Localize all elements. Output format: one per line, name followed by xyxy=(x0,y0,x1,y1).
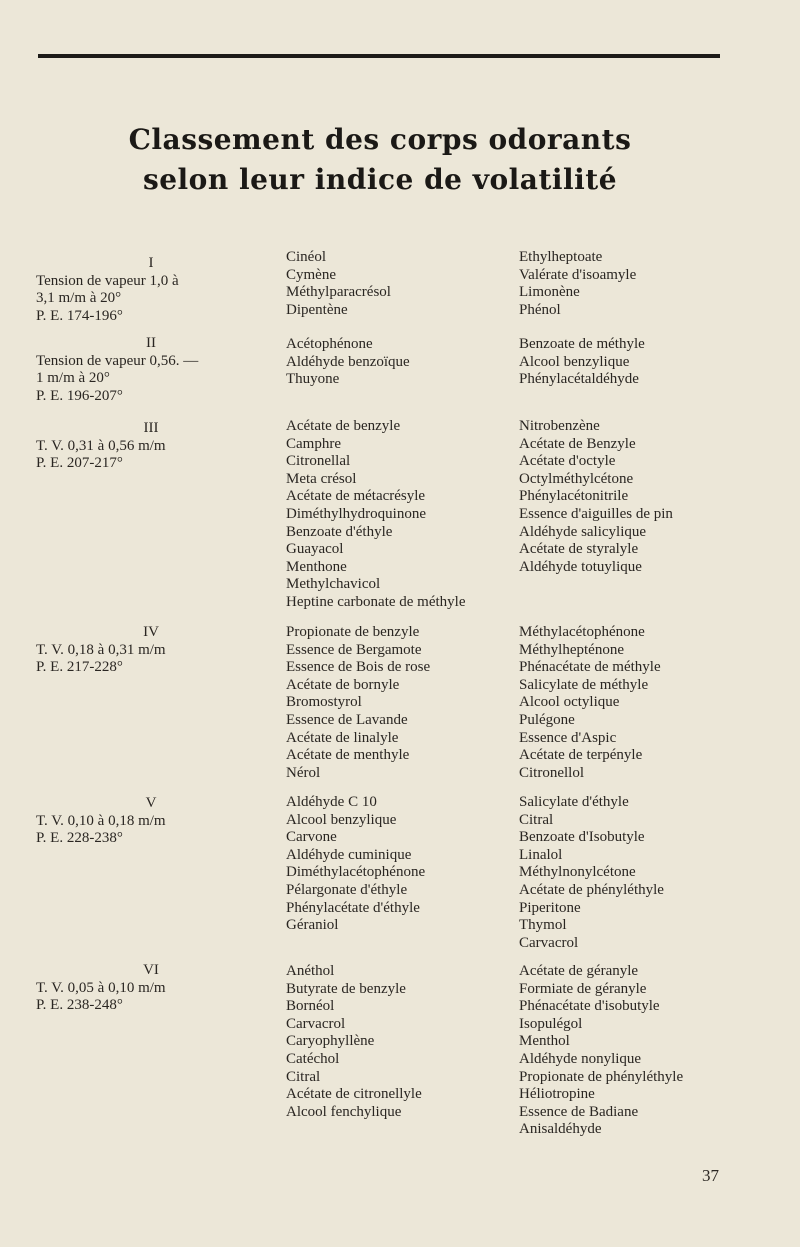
compound-name: Citronellol xyxy=(519,764,584,781)
group-info-line: P. E. 174-196° xyxy=(36,307,123,324)
compound-name: Cinéol xyxy=(286,249,326,265)
compound-name: Octylméthylcétone xyxy=(519,470,634,487)
title-line-2: selon leur indice de volatilité xyxy=(142,163,618,196)
compound-name: Salicylate d'éthyle xyxy=(519,794,629,810)
compound-name: Phénacétate d'isobutyle xyxy=(519,998,660,1015)
compound-name: Géraniol xyxy=(286,917,339,934)
group-info-line: Tension de vapeur 1,0 à xyxy=(36,272,179,289)
compound-name: Isopulégol xyxy=(519,1015,583,1032)
compound-name: Citronellal xyxy=(286,453,351,470)
group-numeral: IV xyxy=(143,624,159,640)
compound-name: Acétate de bornyle xyxy=(286,676,400,693)
compound-name: Guayacol xyxy=(286,541,344,558)
compound-list xyxy=(519,963,789,1139)
compound-list xyxy=(286,336,516,389)
compound-name: Aldéhyde cuminique xyxy=(286,846,412,863)
compound-name: Essence d'aiguilles de pin xyxy=(519,505,673,522)
compound-name: Diméthylhydroquinone xyxy=(286,505,426,522)
compound-name: Acétate de phényléthyle xyxy=(519,881,664,898)
compound-name: Méthylparacrésol xyxy=(286,284,391,301)
group-numeral: V xyxy=(145,795,157,811)
group-info xyxy=(36,255,266,325)
compound-name: Menthone xyxy=(286,558,347,575)
compound-name: Benzoate d'Isobutyle xyxy=(519,829,645,846)
compound-name: Anéthol xyxy=(286,963,335,979)
compound-name: Méthylhepténone xyxy=(519,641,624,658)
group-info-line: 3,1 m/m à 20° xyxy=(36,290,122,307)
compound-name: Citral xyxy=(519,811,554,828)
compound-name: Acétate de métacrésyle xyxy=(286,488,426,505)
compound-name: Camphre xyxy=(286,435,341,452)
compound-name: Formiate de géranyle xyxy=(519,980,647,997)
compound-name: Citral xyxy=(286,1068,321,1085)
group-numeral: VI xyxy=(143,962,159,978)
group-info xyxy=(36,962,266,1015)
compound-name: Acétate de menthyle xyxy=(286,747,410,764)
compound-name: Phénylacétaldéhyde xyxy=(519,371,639,388)
compound-name: Acétate de linalyle xyxy=(286,729,399,746)
compound-name: Acétate de terpényle xyxy=(519,747,643,764)
compound-name: Propionate de benzyle xyxy=(286,624,420,640)
compound-name: Méthylnonylcétone xyxy=(519,864,636,881)
compound-name: Alcool benzylique xyxy=(519,353,630,370)
compound-name: Alcool fenchylique xyxy=(286,1103,402,1120)
group-info-line: T. V. 0,31 à 0,56 m/m xyxy=(36,437,166,454)
compound-name: Valérate d'isoamyle xyxy=(519,266,637,283)
compound-name: Thymol xyxy=(519,917,567,934)
compound-name: Linalol xyxy=(519,846,563,863)
group-info xyxy=(36,420,266,473)
group-numeral: III xyxy=(143,420,159,436)
compound-name: Acétate de géranyle xyxy=(519,963,639,979)
compound-name: Thuyone xyxy=(286,371,340,388)
compound-name: Catéchol xyxy=(286,1050,340,1067)
compound-list xyxy=(286,249,516,319)
page-title xyxy=(0,120,760,200)
compound-name: Cymène xyxy=(286,266,336,283)
compound-name: Pélargonate d'éthyle xyxy=(286,881,408,898)
compound-name: Aldéhyde nonylique xyxy=(519,1050,642,1067)
group-info-line: P. E. 238-248° xyxy=(36,997,123,1014)
compound-name: Diméthylacétophénone xyxy=(286,864,426,881)
group-numeral: I xyxy=(148,255,154,271)
compound-name: Menthol xyxy=(519,1033,570,1050)
compound-name: Heptine carbonate de méthyle xyxy=(286,593,466,610)
compound-name: Essence de Bergamote xyxy=(286,641,422,658)
compound-name: Aldéhyde C 10 xyxy=(286,794,377,810)
compound-name: Aldéhyde salicylique xyxy=(519,523,647,540)
compound-name: Essence de Badiane xyxy=(519,1103,639,1120)
compound-list xyxy=(519,624,789,782)
compound-name: Méthylacétophénone xyxy=(519,624,645,640)
compound-list xyxy=(286,963,516,1121)
compound-name: Aldéhyde benzoïque xyxy=(286,353,410,370)
compound-name: Nitrobenzène xyxy=(519,418,600,434)
group-info-line: T. V. 0,18 à 0,31 m/m xyxy=(36,641,166,658)
compound-name: Caryophyllène xyxy=(286,1033,375,1050)
top-rule xyxy=(38,54,720,58)
compound-list xyxy=(519,336,789,389)
compound-name: Salicylate de méthyle xyxy=(519,676,649,693)
compound-list xyxy=(286,794,516,935)
group-info-line: Tension de vapeur 0,56. — xyxy=(36,352,199,369)
compound-name: Meta crésol xyxy=(286,470,357,487)
compound-name: Acétate de benzyle xyxy=(286,418,401,434)
compound-name: Essence de Bois de rose xyxy=(286,659,431,676)
group-info-line: P. E. 207-217° xyxy=(36,455,123,472)
compound-name: Dipentène xyxy=(286,301,348,318)
compound-name: Essence de Lavande xyxy=(286,711,408,728)
group-info-line: T. V. 0,05 à 0,10 m/m xyxy=(36,979,166,996)
compound-name: Alcool benzylique xyxy=(286,811,397,828)
compound-name: Butyrate de benzyle xyxy=(286,980,406,997)
compound-name: Phénol xyxy=(519,301,561,318)
compound-name: Acétate de styralyle xyxy=(519,541,639,558)
compound-name: Phénylacétonitrile xyxy=(519,488,629,505)
group-info xyxy=(36,624,266,677)
group-info-line: T. V. 0,10 à 0,18 m/m xyxy=(36,812,166,829)
compound-name: Essence d'Aspic xyxy=(519,729,617,746)
group-numeral: II xyxy=(146,335,156,351)
compound-name: Limonène xyxy=(519,284,580,301)
compound-name: Phénylacétate d'éthyle xyxy=(286,899,420,916)
title-line-1: Classement des corps odorants xyxy=(128,123,632,156)
compound-name: Carvone xyxy=(286,829,337,846)
compound-name: Bornéol xyxy=(286,998,335,1015)
group-info xyxy=(36,335,266,405)
compound-name: Nérol xyxy=(286,764,321,781)
compound-list xyxy=(519,794,789,952)
compound-name: Piperitone xyxy=(519,899,581,916)
compound-name: Héliotropine xyxy=(519,1086,595,1103)
compound-name: Propionate de phényléthyle xyxy=(519,1068,684,1085)
compound-name: Carvacrol xyxy=(519,934,579,951)
compound-list xyxy=(519,249,789,319)
compound-name: Alcool octylique xyxy=(519,694,620,711)
group-info-line: P. E. 228-238° xyxy=(36,830,123,847)
compound-name: Bromostyrol xyxy=(286,694,362,711)
group-info-line: P. E. 217-228° xyxy=(36,659,123,676)
group-info xyxy=(36,795,266,848)
compound-name: Anisaldéhyde xyxy=(519,1121,602,1138)
compound-name: Methylchavicol xyxy=(286,576,381,593)
compound-name: Aldéhyde totuylique xyxy=(519,558,642,575)
compound-list xyxy=(519,418,789,576)
page-number: 37 xyxy=(702,1166,719,1185)
group-info-line: 1 m/m à 20° xyxy=(36,370,110,387)
compound-name: Acétate de Benzyle xyxy=(519,435,636,452)
compound-name: Acétate de citronellyle xyxy=(286,1086,422,1103)
compound-name: Ethylheptoate xyxy=(519,249,603,265)
compound-name: Acétate d'octyle xyxy=(519,453,616,470)
compound-list xyxy=(286,624,516,782)
compound-name: Benzoate d'éthyle xyxy=(286,523,393,540)
compound-name: Pulégone xyxy=(519,711,575,728)
compound-name: Carvacrol xyxy=(286,1015,346,1032)
compound-name: Phénacétate de méthyle xyxy=(519,659,661,676)
compound-name: Acétophénone xyxy=(286,336,373,352)
group-info-line: P. E. 196-207° xyxy=(36,387,123,404)
compound-name: Benzoate de méthyle xyxy=(519,336,645,352)
compound-list xyxy=(286,418,516,612)
